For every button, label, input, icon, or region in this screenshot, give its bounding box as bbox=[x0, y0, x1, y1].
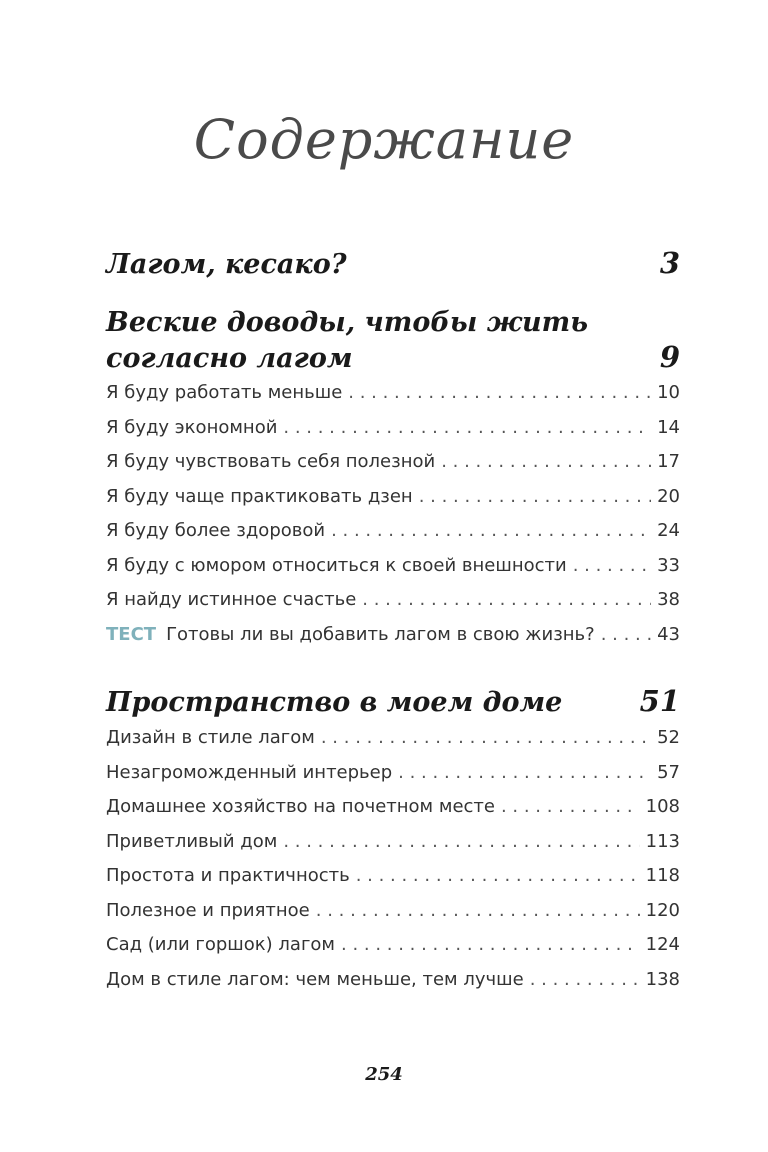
entry-page: 10 bbox=[657, 382, 680, 403]
dot-leader bbox=[419, 486, 651, 507]
entry-label: Я буду работать меньше bbox=[106, 382, 343, 403]
page-folio: 254 bbox=[365, 1064, 403, 1085]
entry-label: Простота и практичность bbox=[106, 865, 350, 886]
dot-leader bbox=[348, 382, 651, 403]
toc-entry[interactable] bbox=[106, 831, 680, 866]
entry-page: 38 bbox=[657, 589, 680, 610]
dot-leader bbox=[316, 900, 640, 921]
dot-leader bbox=[283, 417, 651, 438]
chapter-title: Лагом, кесако? bbox=[106, 249, 347, 280]
entry-label: Дизайн в стиле лагом bbox=[106, 727, 315, 748]
entry-page: 113 bbox=[645, 830, 680, 852]
test-tag: ТЕСТ bbox=[106, 623, 157, 645]
page-title: Содержание bbox=[193, 108, 575, 171]
entry-label: Полезное и приятное bbox=[106, 899, 310, 921]
toc-entry[interactable] bbox=[106, 900, 680, 935]
entry-label: Приветливый дом bbox=[106, 830, 278, 852]
entry-page: 17 bbox=[657, 451, 680, 472]
dot-leader bbox=[601, 624, 651, 645]
chapter-title: Пространство в моем доме bbox=[106, 687, 563, 718]
entry-label: Домашнее хозяйство на почетном месте bbox=[106, 796, 495, 817]
entry-page: 14 bbox=[657, 416, 680, 438]
toc-list bbox=[106, 727, 680, 1003]
entry-label: Я буду чувствовать себя полезной bbox=[106, 451, 436, 472]
dot-leader bbox=[321, 727, 651, 748]
toc-entry[interactable] bbox=[106, 934, 680, 969]
chapter-page: 3 bbox=[659, 246, 680, 280]
entry-label: Я буду более здоровой bbox=[106, 520, 326, 541]
toc-entry[interactable] bbox=[106, 727, 680, 762]
entry-label: Я буду с юмором относиться к своей внешности bbox=[106, 554, 567, 576]
entry-page: 108 bbox=[645, 796, 680, 817]
chapter-title-line: Веские доводы, чтобы жить bbox=[106, 307, 589, 338]
entry-label: Дом в стиле лагом: чем меньше, тем лучше bbox=[106, 968, 524, 990]
entry-page: 52 bbox=[657, 727, 680, 748]
dot-leader bbox=[362, 589, 651, 610]
chapter-title-line: согласно лагом bbox=[106, 343, 353, 374]
toc-entry[interactable] bbox=[106, 382, 680, 417]
dot-leader bbox=[501, 796, 640, 817]
dot-leader bbox=[341, 934, 640, 955]
toc-list bbox=[106, 382, 680, 658]
dot-leader bbox=[283, 831, 639, 852]
entry-label: Я буду чаще практиковать дзен bbox=[106, 485, 413, 507]
entry-page: 24 bbox=[657, 520, 680, 541]
toc-entry[interactable] bbox=[106, 969, 680, 1004]
entry-page: 33 bbox=[657, 554, 680, 576]
entry-page: 124 bbox=[645, 934, 680, 955]
entry-page: 20 bbox=[657, 485, 680, 507]
chapter-heading bbox=[106, 306, 680, 376]
entry-page: 57 bbox=[657, 761, 680, 783]
entry-label: Я найду истинное счастье bbox=[106, 589, 357, 610]
dot-leader bbox=[331, 520, 651, 541]
dot-leader bbox=[573, 555, 651, 576]
dot-leader bbox=[441, 451, 651, 472]
chapter-page: 9 bbox=[659, 340, 680, 374]
toc-entry[interactable] bbox=[106, 762, 680, 797]
toc-entry[interactable] bbox=[106, 417, 680, 452]
toc-entry[interactable] bbox=[106, 865, 680, 900]
entry-page: 43 bbox=[657, 623, 680, 645]
toc-entry[interactable] bbox=[106, 796, 680, 831]
toc-entry[interactable] bbox=[106, 624, 680, 659]
toc-entry[interactable] bbox=[106, 451, 680, 486]
chapter-page: 51 bbox=[639, 684, 680, 718]
toc-entry[interactable] bbox=[106, 520, 680, 555]
entry-page: 138 bbox=[645, 968, 680, 990]
entry-page: 120 bbox=[645, 899, 680, 921]
toc-entry[interactable] bbox=[106, 589, 680, 624]
dot-leader bbox=[530, 969, 640, 990]
dot-leader bbox=[356, 865, 640, 886]
chapter-heading bbox=[106, 246, 680, 282]
toc-entry[interactable] bbox=[106, 555, 680, 590]
entry-label: Сад (или горшок) лагом bbox=[106, 934, 335, 955]
chapter-heading bbox=[106, 684, 680, 720]
toc-entry[interactable] bbox=[106, 486, 680, 521]
entry-page: 118 bbox=[645, 865, 680, 886]
entry-label: Незагроможденный интерьер bbox=[106, 761, 393, 783]
dot-leader bbox=[398, 762, 651, 783]
entry-label: Я буду экономной bbox=[106, 416, 278, 438]
entry-label: Готовы ли вы добавить лагом в свою жизнь? bbox=[166, 623, 595, 645]
